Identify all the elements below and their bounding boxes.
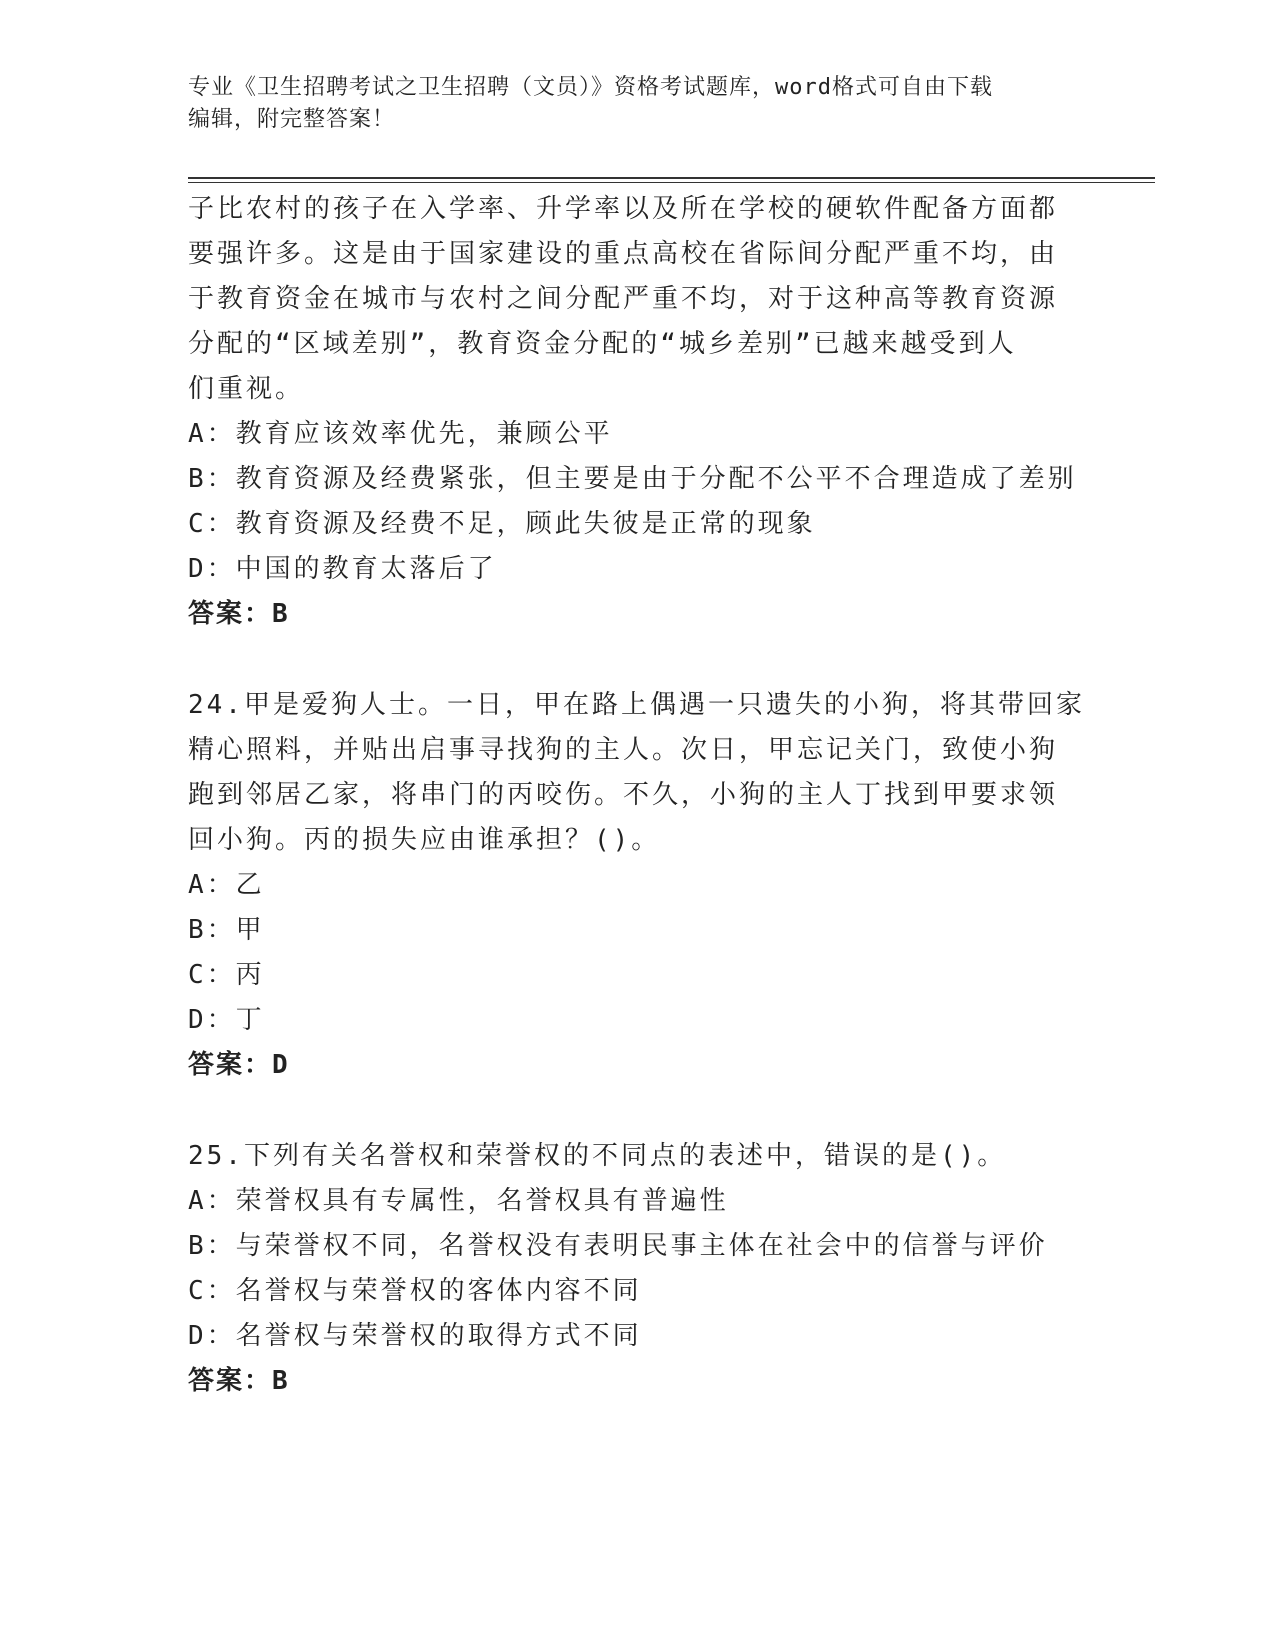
option-c: C：丙	[188, 960, 265, 990]
question-25	[188, 1134, 1088, 1404]
question-stem-line: 要强许多。这是由于国家建设的重点高校在省际间分配严重不均，由	[188, 239, 1059, 269]
question-stem-line: 于教育资金在城市与农村之间分配严重不均，对于这种高等教育资源	[188, 284, 1059, 314]
option-d: D：名誉权与荣誉权的取得方式不同	[188, 1321, 642, 1351]
header-line-1: 专业《卫生招聘考试之卫生招聘（文员）》资格考试题库，word格式可自由下载	[188, 75, 993, 100]
answer-label: 答案：B	[188, 1366, 290, 1396]
option-a: A：乙	[188, 870, 265, 900]
option-d: D：中国的教育太落后了	[188, 554, 497, 584]
question-stem-line: 精心照料，并贴出启事寻找狗的主人。次日，甲忘记关门，致使小狗	[188, 735, 1059, 765]
question-stem-line: 跑到邻居乙家，将串门的丙咬伤。不久，小狗的主人丁找到甲要求领	[188, 780, 1059, 810]
header-line-2: 编辑，附完整答案！	[188, 107, 396, 132]
question-content	[188, 187, 1088, 1404]
document-header	[188, 72, 1088, 136]
question-stem-line: 24.甲是爱狗人士。一日，甲在路上偶遇一只遗失的小狗，将其带回家	[188, 690, 1085, 720]
question-stem-line: 回小狗。丙的损失应由谁承担？()。	[188, 825, 661, 855]
option-c: C：名誉权与荣誉权的客体内容不同	[188, 1276, 642, 1306]
answer-label: 答案：D	[188, 1050, 290, 1080]
question-stem-line: 子比农村的孩子在入学率、升学率以及所在学校的硬软件配备方面都	[188, 194, 1059, 224]
answer-label: 答案：B	[188, 599, 290, 629]
option-b: B：教育资源及经费紧张，但主要是由于分配不公平不合理造成了差别	[188, 464, 1077, 494]
question-stem-line: 分配的“区域差别”，教育资金分配的“城乡差别”已越来越受到人	[188, 329, 1017, 359]
question-23	[188, 187, 1088, 637]
option-c: C：教育资源及经费不足，顾此失彼是正常的现象	[188, 509, 816, 539]
question-24	[188, 683, 1088, 1088]
option-b: B：与荣誉权不同，名誉权没有表明民事主体在社会中的信誉与评价	[188, 1231, 1048, 1261]
question-spacer	[188, 1088, 1088, 1134]
option-d: D：丁	[188, 1005, 265, 1035]
option-a: A：教育应该效率优先，兼顾公平	[188, 419, 613, 449]
question-spacer	[188, 637, 1088, 683]
header-divider-thin	[188, 182, 1155, 183]
header-divider-thick	[188, 177, 1155, 179]
option-b: B：甲	[188, 915, 265, 945]
question-stem-line: 们重视。	[188, 374, 305, 404]
question-stem-line: 25.下列有关名誉权和荣誉权的不同点的表述中，错误的是()。	[188, 1141, 1007, 1171]
option-a: A：荣誉权具有专属性，名誉权具有普遍性	[188, 1186, 729, 1216]
